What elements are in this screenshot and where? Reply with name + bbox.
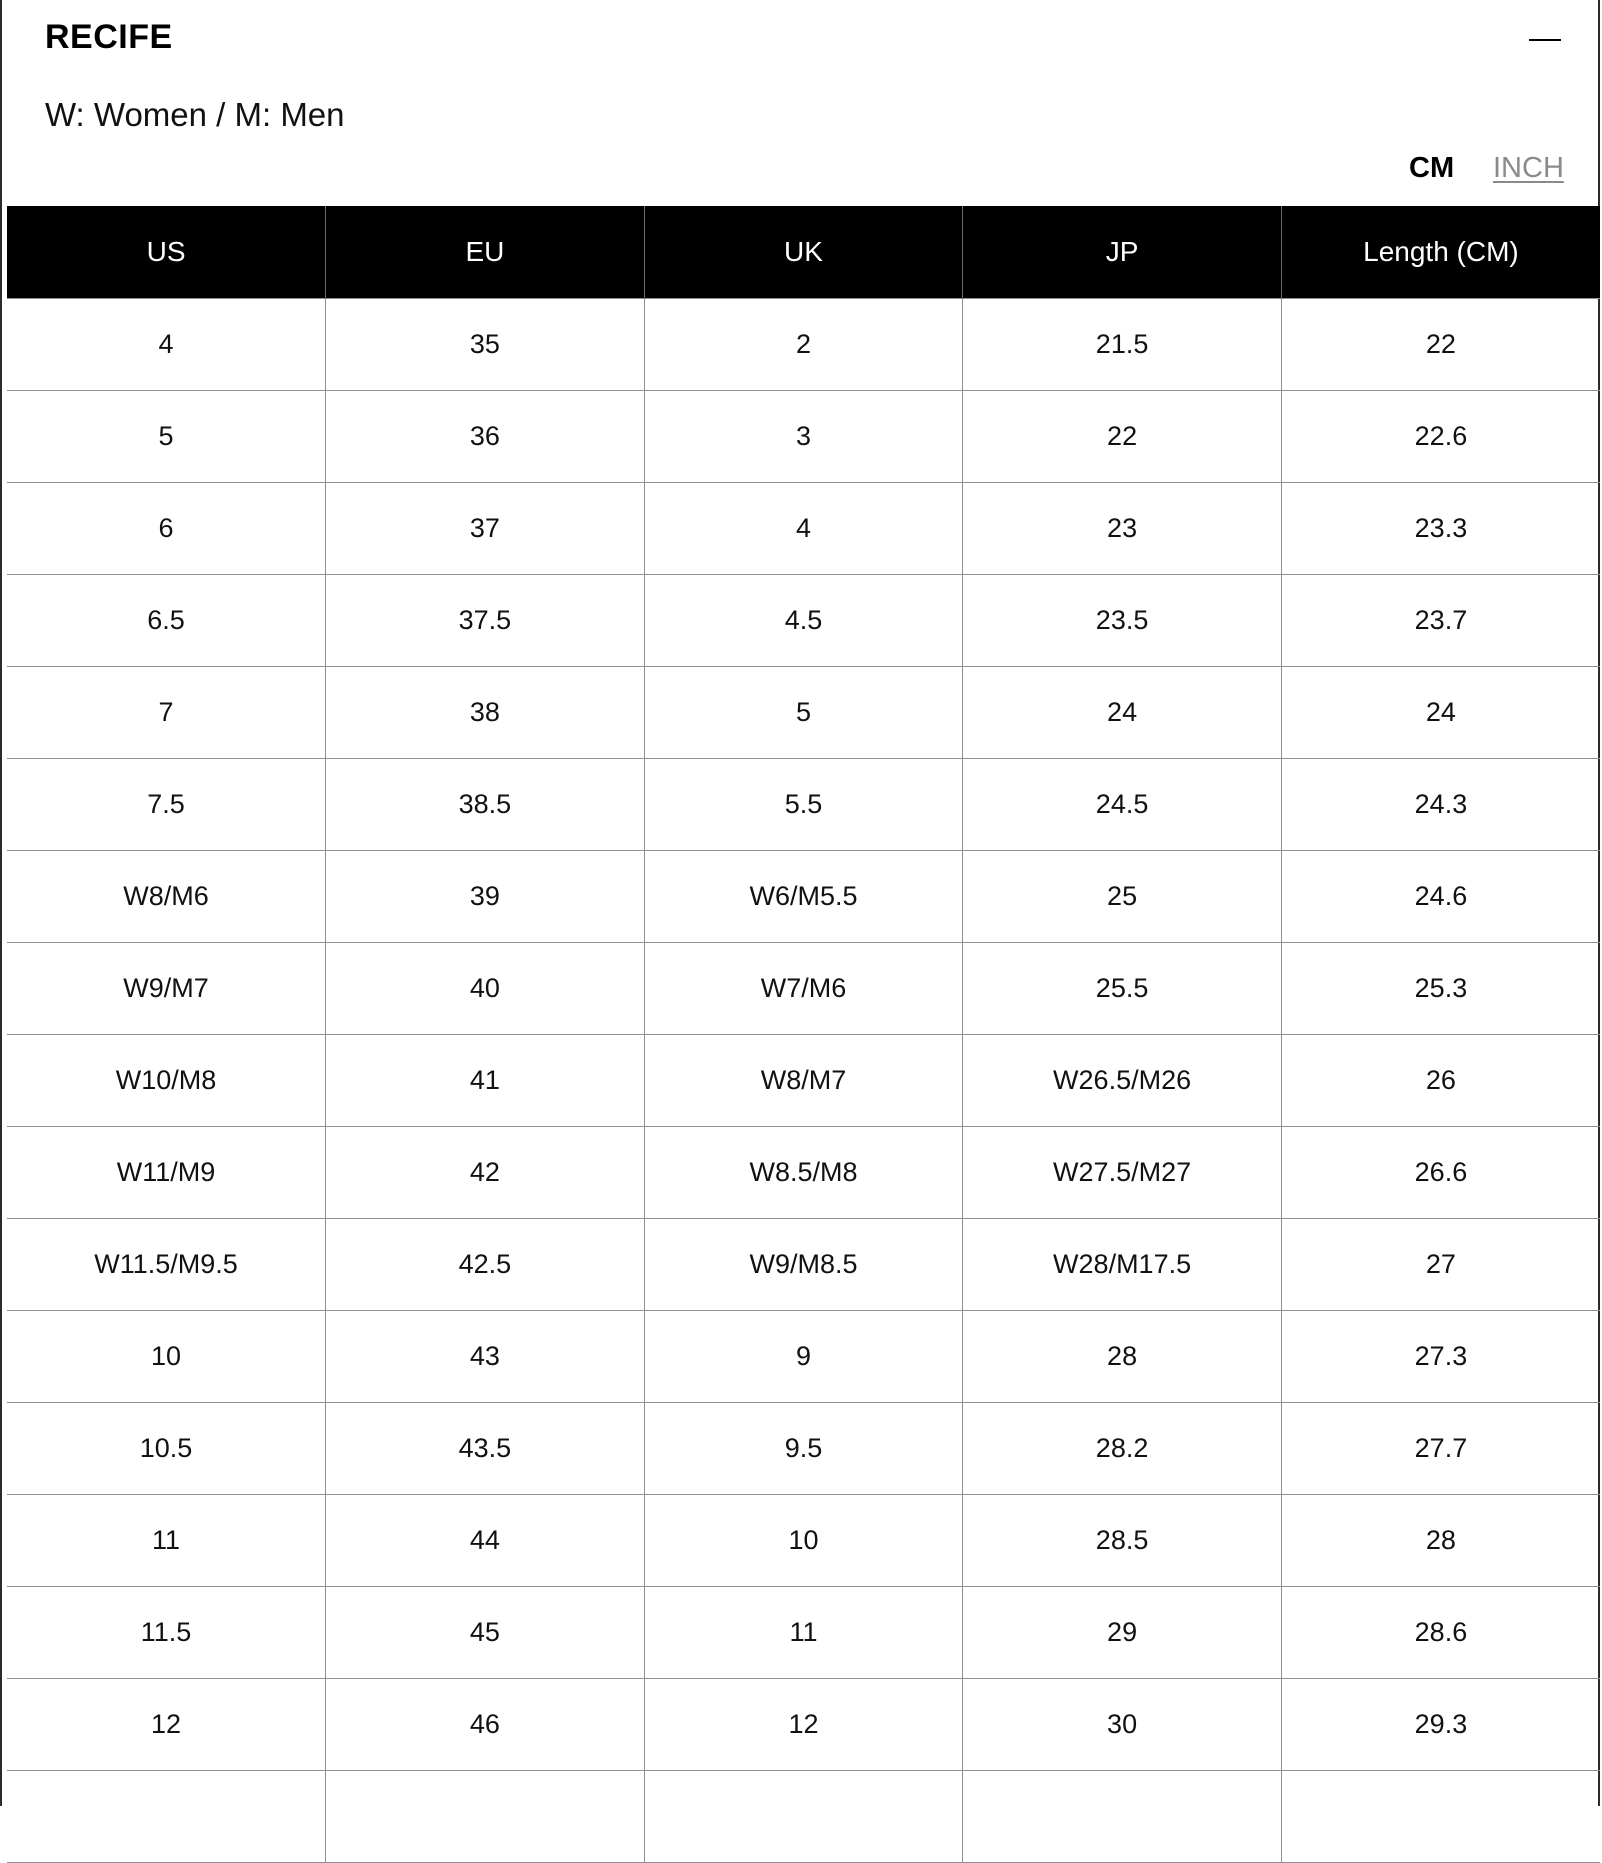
table-cell: 26.6 bbox=[1281, 1127, 1600, 1219]
table-cell: 45 bbox=[326, 1587, 645, 1679]
table-cell: 27.3 bbox=[1281, 1311, 1600, 1403]
table-cell: 10 bbox=[7, 1311, 326, 1403]
table-cell: 29.3 bbox=[1281, 1679, 1600, 1771]
table-cell: 11.5 bbox=[7, 1587, 326, 1679]
table-cell: W8/M7 bbox=[644, 1035, 963, 1127]
table-cell: 9.5 bbox=[644, 1403, 963, 1495]
table-cell: 3 bbox=[644, 391, 963, 483]
table-row bbox=[7, 1587, 1600, 1679]
table-cell: 10 bbox=[644, 1495, 963, 1587]
table-row bbox=[7, 299, 1600, 391]
table-header-row bbox=[7, 206, 1600, 299]
table-cell: 11 bbox=[7, 1495, 326, 1587]
column-header-jp: JP bbox=[963, 206, 1282, 299]
table-cell: 22 bbox=[963, 391, 1282, 483]
table-cell: 36 bbox=[326, 391, 645, 483]
table-row bbox=[7, 1771, 1600, 1863]
column-header-us: US bbox=[7, 206, 326, 299]
table-cell bbox=[963, 1771, 1282, 1863]
table-cell: 38.5 bbox=[326, 759, 645, 851]
table-cell: 39 bbox=[326, 851, 645, 943]
table-row bbox=[7, 1495, 1600, 1587]
size-table bbox=[7, 206, 1600, 1863]
table-row bbox=[7, 667, 1600, 759]
table-cell: 25.5 bbox=[963, 943, 1282, 1035]
table-cell: W6/M5.5 bbox=[644, 851, 963, 943]
table-row bbox=[7, 1219, 1600, 1311]
table-cell: 22 bbox=[1281, 299, 1600, 391]
table-cell: 23 bbox=[963, 483, 1282, 575]
table-row bbox=[7, 943, 1600, 1035]
table-cell: 37.5 bbox=[326, 575, 645, 667]
table-cell: W8.5/M8 bbox=[644, 1127, 963, 1219]
panel-title: RECIFE bbox=[45, 18, 173, 56]
table-cell: 4.5 bbox=[644, 575, 963, 667]
table-cell: 5 bbox=[644, 667, 963, 759]
table-cell: W10/M8 bbox=[7, 1035, 326, 1127]
table-cell: 24.3 bbox=[1281, 759, 1600, 851]
table-cell: 24 bbox=[1281, 667, 1600, 759]
unit-toggle-inch[interactable]: INCH bbox=[1493, 152, 1564, 184]
table-row bbox=[7, 1403, 1600, 1495]
table-cell: 12 bbox=[644, 1679, 963, 1771]
table-cell: 29 bbox=[963, 1587, 1282, 1679]
minus-bar bbox=[1529, 39, 1561, 41]
table-cell: 21.5 bbox=[963, 299, 1282, 391]
table-cell: 11 bbox=[644, 1587, 963, 1679]
table-row bbox=[7, 1035, 1600, 1127]
table-cell: 28.5 bbox=[963, 1495, 1282, 1587]
table-row bbox=[7, 1127, 1600, 1219]
table-cell: 42 bbox=[326, 1127, 645, 1219]
table-cell: 24.5 bbox=[963, 759, 1282, 851]
table-row bbox=[7, 851, 1600, 943]
table-cell: 46 bbox=[326, 1679, 645, 1771]
table-cell: 37 bbox=[326, 483, 645, 575]
column-header-uk: UK bbox=[644, 206, 963, 299]
table-cell: 24 bbox=[963, 667, 1282, 759]
table-cell: 28.2 bbox=[963, 1403, 1282, 1495]
table-cell: 43.5 bbox=[326, 1403, 645, 1495]
table-row bbox=[7, 1311, 1600, 1403]
table-cell bbox=[326, 1771, 645, 1863]
table-cell: 5.5 bbox=[644, 759, 963, 851]
table-cell: 38 bbox=[326, 667, 645, 759]
table-cell: 28.6 bbox=[1281, 1587, 1600, 1679]
table-cell: 28 bbox=[963, 1311, 1282, 1403]
table-cell: 5 bbox=[7, 391, 326, 483]
table-row bbox=[7, 759, 1600, 851]
table-cell: 26 bbox=[1281, 1035, 1600, 1127]
table-cell: 42.5 bbox=[326, 1219, 645, 1311]
table-cell: 6 bbox=[7, 483, 326, 575]
table-cell: 35 bbox=[326, 299, 645, 391]
table-cell: 41 bbox=[326, 1035, 645, 1127]
table-cell: 22.6 bbox=[1281, 391, 1600, 483]
table-body bbox=[7, 299, 1600, 1863]
table-cell: 40 bbox=[326, 943, 645, 1035]
table-cell: 4 bbox=[644, 483, 963, 575]
table-cell: 44 bbox=[326, 1495, 645, 1587]
unit-toggle-cm[interactable]: CM bbox=[1409, 152, 1455, 184]
table-cell: W11.5/M9.5 bbox=[7, 1219, 326, 1311]
table-cell: 43 bbox=[326, 1311, 645, 1403]
table-cell: 4 bbox=[7, 299, 326, 391]
table-cell: 23.3 bbox=[1281, 483, 1600, 575]
table-cell bbox=[1281, 1771, 1600, 1863]
table-cell: 30 bbox=[963, 1679, 1282, 1771]
table-cell: 2 bbox=[644, 299, 963, 391]
table-cell bbox=[7, 1771, 326, 1863]
table-cell: 27 bbox=[1281, 1219, 1600, 1311]
table-cell: W26.5/M26 bbox=[963, 1035, 1282, 1127]
table-cell: 25.3 bbox=[1281, 943, 1600, 1035]
table-cell: 12 bbox=[7, 1679, 326, 1771]
table-cell: W8/M6 bbox=[7, 851, 326, 943]
table-cell: W11/M9 bbox=[7, 1127, 326, 1219]
gender-legend-note: W: Women / M: Men bbox=[45, 96, 345, 133]
column-header-length: Length (CM) bbox=[1281, 206, 1600, 299]
column-header-eu: EU bbox=[326, 206, 645, 299]
table-cell bbox=[644, 1771, 963, 1863]
table-cell: W9/M7 bbox=[7, 943, 326, 1035]
table-cell: 9 bbox=[644, 1311, 963, 1403]
table-cell: 23.5 bbox=[963, 575, 1282, 667]
table-row bbox=[7, 1679, 1600, 1771]
table-row bbox=[7, 483, 1600, 575]
table-cell: 7 bbox=[7, 667, 326, 759]
table-cell: 10.5 bbox=[7, 1403, 326, 1495]
table-cell: 27.7 bbox=[1281, 1403, 1600, 1495]
table-row bbox=[7, 391, 1600, 483]
table-cell: 23.7 bbox=[1281, 575, 1600, 667]
table-cell: W9/M8.5 bbox=[644, 1219, 963, 1311]
table-cell: 7.5 bbox=[7, 759, 326, 851]
table-row bbox=[7, 575, 1600, 667]
table-cell: W7/M6 bbox=[644, 943, 963, 1035]
minus-icon[interactable] bbox=[1526, 22, 1564, 58]
table-cell: 25 bbox=[963, 851, 1282, 943]
table-cell: 24.6 bbox=[1281, 851, 1600, 943]
table-cell: 6.5 bbox=[7, 575, 326, 667]
table-cell: W28/M17.5 bbox=[963, 1219, 1282, 1311]
table-cell: 28 bbox=[1281, 1495, 1600, 1587]
table-cell: W27.5/M27 bbox=[963, 1127, 1282, 1219]
size-table-container bbox=[7, 206, 1600, 1863]
